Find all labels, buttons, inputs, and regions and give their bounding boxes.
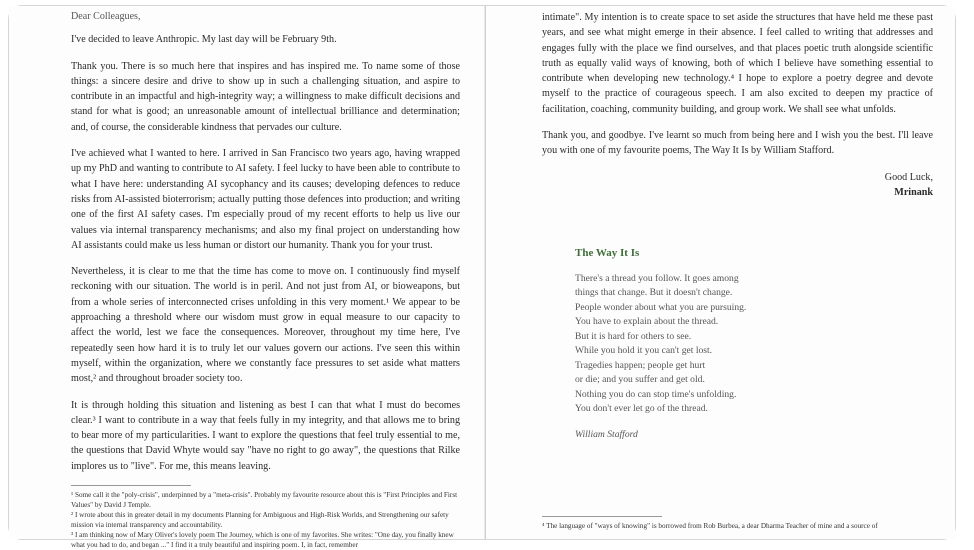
paragraph: I've decided to leave Anthropic. My last day will be February 9th.: [71, 34, 337, 46]
poem-line: People wonder about what you are pursuing.: [575, 301, 747, 313]
poem-author: William Stafford: [575, 428, 638, 440]
paragraph: Thank you. There is so much here that inspires and has inspired me. To name some of those things: a sincere desire and drive to show up in such a challenging situation, and aspire to contribute in an impactful and high-integrity way; a willingness to make difficult decisions and stand for what is good; an unreasonable amount of intellectual brilliance and determination; and, of course, the considerable kindness that pervades our culture.: [71, 60, 460, 133]
poem-line: Tragedies happen; people get hurt: [575, 359, 706, 371]
closing-paragraph: Thank you, and goodbye. I've learnt so much from being here and I wish you the best. I'll leave you with one of my favourite poems, The Way It Is by William Stafford.: [542, 130, 933, 157]
document-frame: [8, 5, 956, 550]
footnote-divider: [71, 485, 191, 486]
paragraph: Nevertheless, it is clear to me that the time has come to move on. I continuously find myself reckoning with our situation. The world is in peril. And not just from AI, or bioweapons, but from a whole series of interconnected crises unfolding in this very moment.¹ We appear to be approaching a threshold where our wisdom must grow in equal measure to our capacity to affect the world, lest we face the consequences. Moreover, throughout my time here, I've repeatedly seen how hard it is to truly let our values govern our actions. I've seen this within myself, within the organization, where we constantly face pressures to set aside what matters most,² and throughout broader society too.: [71, 266, 460, 385]
footnote: ⁴ The language of "ways of knowing" is borrowed from Rob Burbea, a dear Dharma Teacher of mine and a source of: [542, 522, 878, 530]
footnote: ¹ Some call it the "poly-crisis", underpinned by a "meta-crisis". Probably my favourite resource about this is "First Principles and First Values" by David J Temple.: [71, 491, 458, 510]
footnote-section: [542, 508, 933, 531]
poem-title: The Way It Is: [575, 247, 640, 260]
poem-line: You don't ever let go of the thread.: [575, 403, 708, 415]
letter-page-left: [9, 6, 484, 550]
poem-line: You have to explain about the thread.: [575, 316, 719, 328]
poem-line: While you hold it you can't get lost.: [575, 345, 713, 357]
salutation: Dear Colleagues,: [71, 11, 141, 22]
poem-line: things that change. But it doesn't change.: [575, 287, 733, 299]
poem-line: Nothing you do can stop time's unfolding.: [575, 388, 737, 400]
footnote: ² I wrote about this in greater detail in my documents Planning for Ambiguous and High-Risk Worlds, and Strengthening our safety mission via internal transparency and accountability.: [71, 511, 449, 530]
letter-page-right: [485, 6, 955, 539]
paragraph: It is through holding this situation and listening as best I can that what I must do becomes clear.³ I want to contribute in a way that feels fully in my integrity, and that allows me to bring to bear more of my particularities. I want to explore the questions that feel truly essential to me, the questions that David Whyte would say "have no right to go away", the questions that Rilke implores us to "live". For me, this means leaving.: [71, 399, 460, 472]
footnote-divider: [542, 516, 662, 517]
poem-line: But it is hard for others to see.: [575, 330, 692, 342]
poem-line: There's a thread you follow. It goes among: [575, 272, 739, 284]
signature: Mrinank: [894, 186, 933, 198]
signoff: Good Luck,: [884, 171, 933, 183]
paragraph: I've achieved what I wanted to here. I arrived in San Francisco two years ago, having wrapped up my PhD and wanting to contribute to AI safety. I feel lucky to have been able to contribute to what I have here: understanding AI sycophancy and its causes; developing defences to reduce risks from AI-assisted bioterrorism; actually putting those defences into production; and writing one of the first AI safety cases. I'm especially proud of my recent efforts to help us live our values via internal transparency mechanisms; and also my final project on understanding how AI assistants could make us less human or distort our humanity. Thank you for your trust.: [71, 148, 460, 251]
poem-block: [575, 246, 933, 442]
poem-line: or die; and you suffer and get old.: [575, 374, 705, 386]
paragraph-continuation: intimate". My intention is to create space to set aside the structures that have held me these past years, and see what might emerge in their absence. I feel called to writing that addresses and engages fully with the place we find ourselves, and that places poetic truth alongside scientific truth as equally valid ways of knowing, both of which I believe have something essential to contribute when developing new technology.⁴ I hope to explore a poetry degree and devote myself to the practice of courageous speech. I am also excited to deepen my practice of facilitation, coaching, community building, and group work. We shall see what unfolds.: [542, 12, 933, 115]
footnote: ³ I am thinking now of Mary Oliver's lovely poem The Journey, which is one of my favorites. She writes: "One day, you finally knew what you had to do, and began ..." I find it a truly beautiful and inspiring poem. I, in fact, remember: [71, 531, 454, 550]
